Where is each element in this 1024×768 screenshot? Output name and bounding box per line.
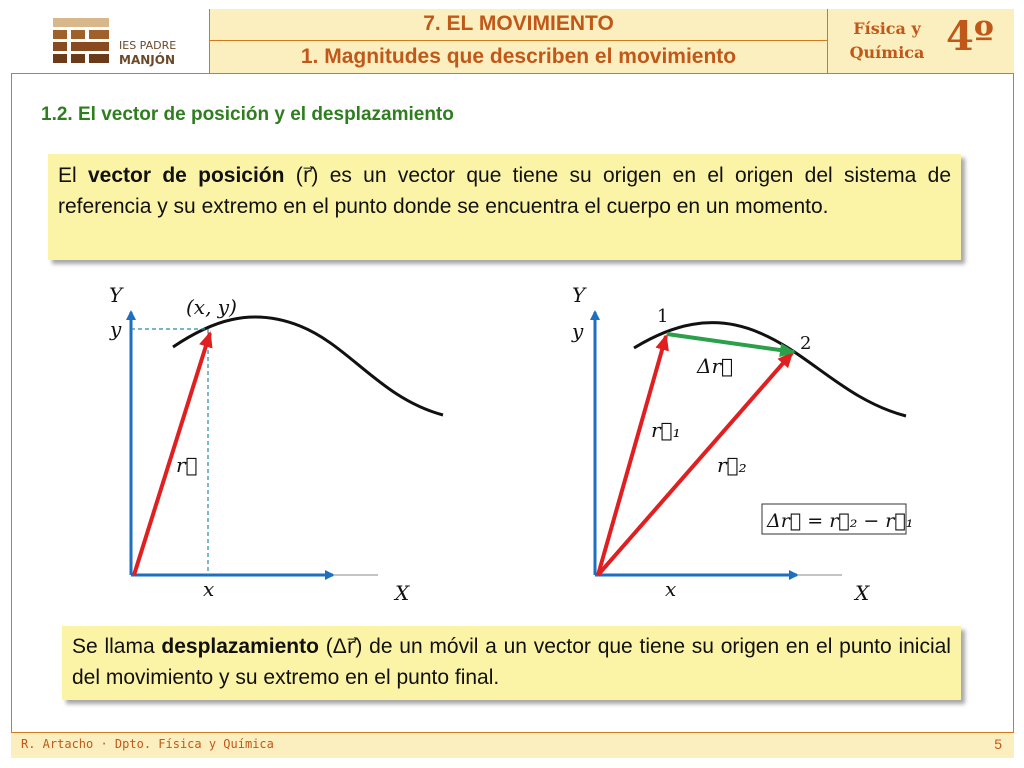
course-subject: Física y Química (849, 19, 925, 62)
definition-symbol: (Δr⃗) (318, 635, 370, 658)
definition-symbol: (r⃗) (284, 164, 330, 187)
y-coordinate-label: y (110, 317, 122, 341)
r2-vector-arrow (598, 353, 792, 575)
definition-text: de un móvil a un vector que tiene su origen en el punto inicial del movimiento y su extremo en el punto final. (72, 635, 951, 689)
school-name-line2: MANJÓN (119, 53, 175, 67)
footer-author: R. Artacho · Dpto. Física y Química (21, 737, 274, 751)
lesson-subtitle: 1. Magnitudes que describen el movimiento (210, 41, 827, 74)
displacement-formula: Δr⃗ = r⃗₂ − r⃗₁ (767, 510, 914, 532)
r2-label: r⃗₂ (717, 453, 747, 477)
section-heading: 1.2. El vector de posición y el desplazamiento (41, 104, 454, 125)
r1-label: r⃗₁ (651, 418, 681, 442)
definition-term: vector de posición (87, 164, 285, 187)
definition-text: Se llama (72, 635, 162, 658)
course-level: 4º (946, 13, 994, 60)
displacement-vector-arrow (667, 334, 794, 352)
r1-vector-arrow (598, 336, 666, 575)
trajectory-curve (173, 317, 443, 415)
definition-text: El (58, 164, 88, 187)
point-2-label: 2 (800, 333, 812, 354)
footer-bar (11, 732, 1014, 758)
point-label: (x, y) (186, 295, 237, 319)
y-axis-label: Y (572, 283, 586, 307)
page-number: 5 (994, 736, 1002, 752)
displacement-label: Δr⃗ (697, 354, 734, 378)
x-axis-label: X (855, 581, 870, 605)
x-coordinate-label: x (203, 577, 215, 601)
point-1-label: 1 (657, 306, 669, 327)
x-coordinate-label: x (665, 577, 677, 601)
definition-term: desplazamiento (161, 635, 319, 658)
displacement-definition (62, 626, 961, 700)
position-vector-label: r⃗ (176, 453, 198, 477)
unit-title: 7. EL MOVIMIENTO (210, 9, 827, 41)
y-axis-label: Y (109, 283, 123, 307)
position-vector-arrow (134, 333, 210, 575)
school-name-line1: IES PADRE (119, 39, 177, 52)
x-axis-label: X (395, 581, 410, 605)
y-coordinate-label: y (572, 319, 584, 343)
definition-text: es un vector que tiene su origen en el origen del sistema de referencia y su extremo en el punto donde se encuentra el cuerpo en un momento. (58, 164, 951, 218)
